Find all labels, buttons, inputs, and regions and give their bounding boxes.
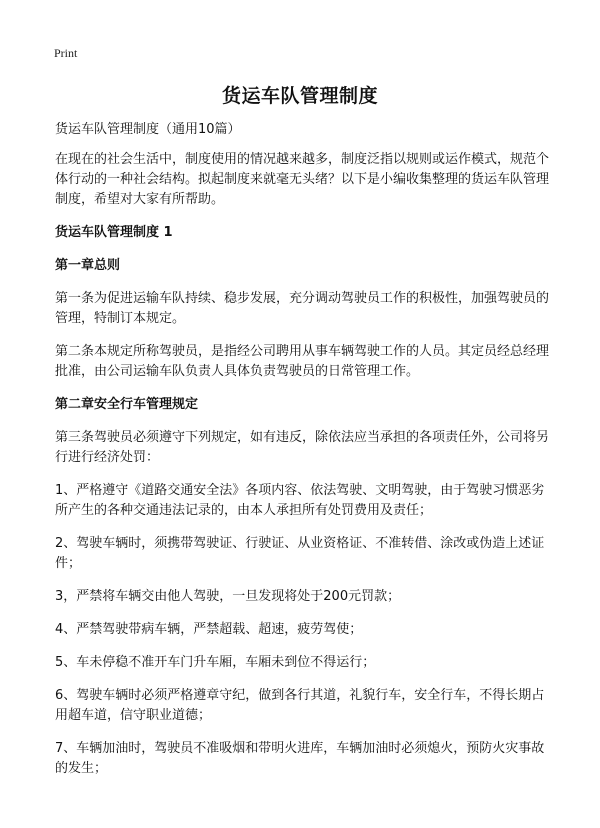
- article-2: 第二条本规定所称驾驶员，是指经公司聘用从事车辆驾驶工作的人员。其定员经总经理批准，由公司运输车队负责人具体负责驾驶员的日常管理工作。: [55, 344, 550, 379]
- article-1: 第一条为促进运输车队持续、稳步发展，充分调动驾驶员工作的积极性，加强驾驶员的管理，特制订本规定。: [55, 291, 550, 326]
- list-item: 1、严格遵守《道路交通安全法》各项内容、依法驾驶、文明驾驶，由于驾驶习惯恶劣所产生的各种交通违法记录的，由本人承担所有处罚费用及责任；: [55, 483, 545, 518]
- document-body: [55, 120, 555, 792]
- list-item: 6、驾驶车辆时必须严格遵章守纪，做到各行其道，礼貌行车，安全行车，不得长期占用超车道，信守职业道德；: [55, 688, 545, 723]
- list-item: 5、车未停稳不准开车门升车厢，车厢未到位不得运行；: [55, 655, 376, 670]
- print-label: Print: [54, 46, 78, 60]
- chapter-2-heading: 第二章安全行车管理规定: [55, 397, 199, 412]
- list-item: 3，严禁将车辆交由他人驾驶，一旦发现将处于200元罚款；: [55, 589, 401, 604]
- chapter-1-heading: 第一章总则: [55, 258, 121, 273]
- section-heading: 货运车队管理制度 1: [55, 225, 173, 240]
- article-3: 第三条驾驶员必须遵守下列规定，如有违反，除依法应当承担的各项责任外，公司将另行进行经济处罚：: [55, 430, 550, 465]
- list-item: 7、车辆加油时，驾驶员不准吸烟和带明火进库，车辆加油时必须熄火，预防火灾事故的发生；: [55, 741, 545, 776]
- list-item: 4、严禁驾驶带病车辆，严禁超载、超速，疲劳驾使；: [55, 622, 363, 637]
- page-title: 货运车队管理制度: [221, 85, 378, 107]
- intro-paragraph: 在现在的社会生活中，制度使用的情况越来越多，制度泛指以规则或运作模式，规范个体行动的一种社会结构。拟起制度来就毫无头绪？以下是小编收集整理的货运车队管理制度，希望对大家有所帮助。: [55, 152, 550, 207]
- document-subtitle: 货运车队管理制度（通用10篇）: [55, 122, 241, 137]
- list-item: 2、驾驶车辆时，须携带驾驶证、行驶证、从业资格证、不准转借、涂改或伪造上述证件；: [55, 536, 545, 571]
